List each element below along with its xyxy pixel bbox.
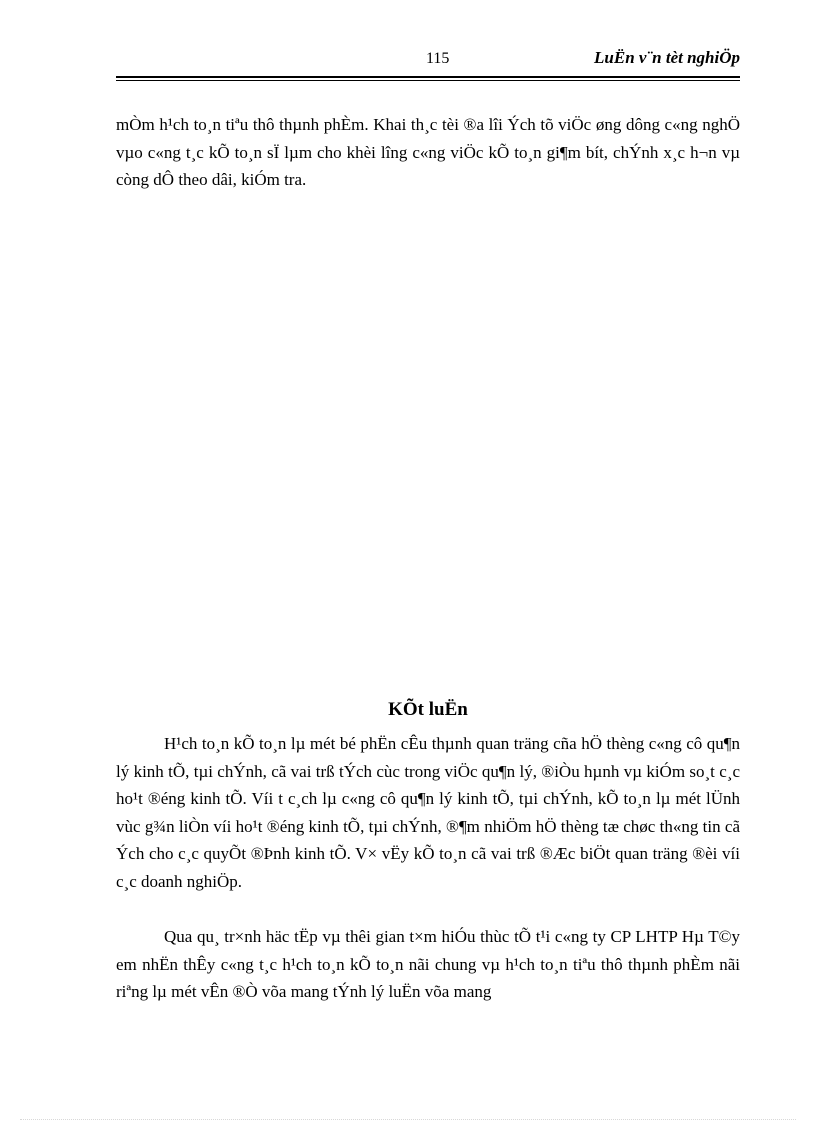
conclusion-paragraph-1: H¹ch to¸n kÕ to¸n lµ mét bé phËn cÊu thµnh quan träng cña hÖ thèng c«ng cô qu¶n lý kinh tÕ, tµi chÝnh, cã vai trß tÝch cùc trong viÖc qu¶n lý, ®iÒu hµnh vµ kiÓm so¸t c¸c ho¹t ®éng kinh tÕ. Víi t c¸ch lµ c«ng cô qu¶n lý kinh tÕ, tµi chÝnh, kÕ to¸n lµ mét lÜnh vùc g¾n liÒn víi ho¹t ®éng kinh tÕ, tµi chÝnh, ®¶m nhiÖm hÖ thèng tæ chøc th«ng tin cã Ých cho c¸c quyÕt ®Þnh kinh tÕ. V× vËy kÕ to¸n cã vai trß ®Æc biÖt quan träng ®èi víi c¸c doanh nghiÖp. bbox=[116, 734, 740, 891]
conclusion-paragraph-2: Qua qu¸ tr×nh häc tËp vµ thêi gian t×m hiÓu thùc tÕ t¹i c«ng ty CP LHTP Hµ T©y em nhËn thÊy c«ng t¸c h¹ch to¸n kÕ to¸n nãi chung vµ h¹ch to¸n tiªu thô thµnh phÈm nãi riªng lµ mét vÊn ®Ò võa mang tÝnh lý luËn võa mang bbox=[116, 927, 740, 1001]
header-rule-thin bbox=[116, 80, 740, 81]
section-heading: KÕt luËn bbox=[388, 699, 468, 720]
page-bottom-border bbox=[20, 1119, 796, 1120]
running-title: LuËn v¨n tèt nghiÖp bbox=[594, 48, 740, 67]
page-number: 115 bbox=[426, 50, 450, 67]
header-rule-thick bbox=[116, 76, 740, 78]
page-header bbox=[116, 48, 740, 74]
intro-paragraph: mÒm h¹ch to¸n tiªu thô thµnh phÈm. Khai th¸c tèi ®a lîi Ých tõ viÖc øng dông c«ng nghÖ vµo c«ng t¸c kÕ to¸n sÏ lµm cho khèi lîng c«ng viÖc kÕ to¸n gi¶m bít, chÝnh x¸c h¬n vµ còng dÔ theo dâi, kiÓm tra. bbox=[116, 115, 740, 189]
